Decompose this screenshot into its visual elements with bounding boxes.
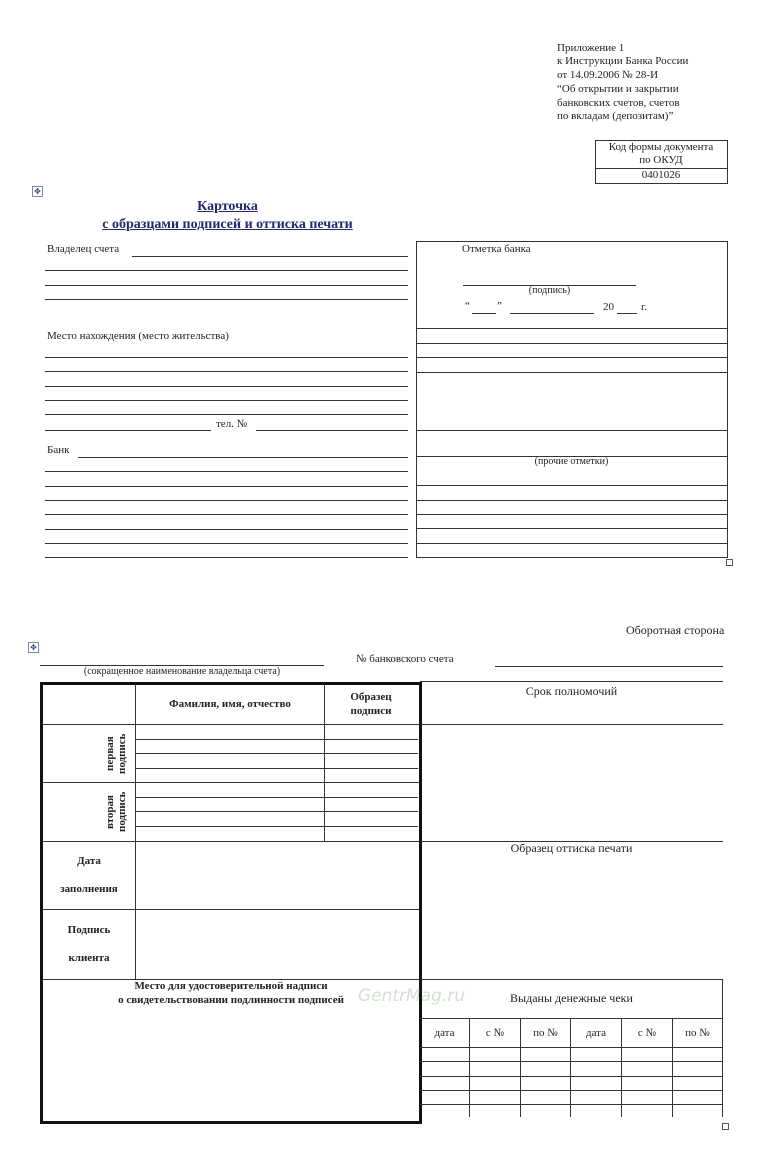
checks-col-date-1: дата xyxy=(434,1027,455,1039)
owner-line-2[interactable] xyxy=(45,270,408,271)
signature-caption: (подпись) xyxy=(528,285,571,296)
reverse-side-label: Оборотная сторона xyxy=(626,623,725,637)
sig-col-divider-1 xyxy=(135,684,136,980)
bank-line-2[interactable] xyxy=(45,471,408,472)
checks-header-bottom-rule xyxy=(420,1047,723,1048)
owner-label: Владелец счета xyxy=(47,243,120,255)
bank-line-6[interactable] xyxy=(45,529,408,530)
site-watermark: GentrMag.ru xyxy=(358,986,466,1006)
marks-rule-5 xyxy=(416,430,727,431)
checks-col-to-2: по № xyxy=(685,1027,710,1039)
sig-header-rule xyxy=(43,724,419,725)
location-line-3[interactable] xyxy=(45,386,408,387)
col-sample-header-2: подписи xyxy=(350,705,392,717)
checks-issued-label: Выданы денежные чеки xyxy=(510,991,633,1005)
date-quote-close: ” xyxy=(497,300,502,312)
card-subtitle: с образцами подписей и оттиска печати xyxy=(102,217,353,232)
second-sig-word-1: вторая xyxy=(104,795,116,829)
signatures-table xyxy=(40,682,422,1124)
owner-line-4[interactable] xyxy=(45,299,408,300)
fill-date-label-1: Дата xyxy=(77,855,101,867)
bank-line-8[interactable] xyxy=(45,557,408,558)
checks-row-rule-4 xyxy=(420,1104,723,1105)
marks-rule-3 xyxy=(416,357,727,358)
checks-col-to-1: по № xyxy=(533,1027,558,1039)
first-sig-word-2: подпись xyxy=(116,733,128,775)
phone-left-line[interactable] xyxy=(45,430,211,431)
client-sig-label-1: Подпись xyxy=(67,924,111,936)
appendix-line-6: по вкладам (депозитам)” xyxy=(557,110,674,122)
first-sig-word-1: первая xyxy=(104,736,116,772)
col-name-header: Фамилия, имя, отчество xyxy=(169,698,291,710)
table-move-icon[interactable]: ✥ xyxy=(32,186,43,197)
card-title: Карточка xyxy=(197,199,258,214)
first-sig-rule-1 xyxy=(135,739,418,740)
date-day-field[interactable] xyxy=(472,313,496,314)
location-label: Место нахождения (место жительства) xyxy=(47,330,229,342)
checks-header-top-rule xyxy=(420,1018,723,1019)
cert-place-line-2: о свидетельствовании подлинности подписей xyxy=(118,994,344,1006)
second-sig-rule-1 xyxy=(135,797,418,798)
appendix-line-1: Приложение 1 xyxy=(557,42,625,54)
bank-line-7[interactable] xyxy=(45,543,408,544)
owner-line-3[interactable] xyxy=(45,285,408,286)
year-prefix: 20 xyxy=(603,301,614,313)
marks-rule-1 xyxy=(416,328,727,329)
client-sig-label-2: клиента xyxy=(68,952,110,964)
first-sig-end-rule xyxy=(43,782,419,783)
back-table-resize-handle[interactable] xyxy=(722,1123,729,1130)
phone-label: тел. № xyxy=(216,418,248,430)
okud-label-2: по ОКУД xyxy=(639,154,683,166)
second-sig-end-rule xyxy=(43,841,419,842)
authority-term-label: Срок полномочий xyxy=(525,684,618,698)
cert-place-line-1: Место для удостоверительной надписи xyxy=(134,980,328,992)
marks-rule-11 xyxy=(416,543,727,544)
back-top-rule xyxy=(420,681,723,682)
location-line-2[interactable] xyxy=(45,371,408,372)
checks-row-rule-2 xyxy=(420,1076,723,1077)
checks-row-rule-1 xyxy=(420,1061,723,1062)
appendix-line-3: от 14.09.2006 № 28-И xyxy=(557,69,659,81)
okud-code: 0401026 xyxy=(641,169,681,181)
account-number-label: № банковского счета xyxy=(356,653,454,665)
checks-col-from-2: с № xyxy=(637,1027,657,1039)
marks-rule-9 xyxy=(416,514,727,515)
marks-rule-7 xyxy=(416,485,727,486)
second-sig-word-2: подпись xyxy=(116,791,128,833)
date-quote-open: “ xyxy=(465,300,470,312)
authority-rule xyxy=(420,724,723,725)
owner-field[interactable] xyxy=(132,256,408,257)
date-year-field[interactable] xyxy=(617,313,637,314)
bank-mark-label: Отметка банка xyxy=(462,243,531,255)
table-move-icon-back[interactable]: ✥ xyxy=(28,642,39,653)
okud-label-1: Код формы документа xyxy=(608,141,714,153)
bank-line-3[interactable] xyxy=(45,486,408,487)
checks-top-rule xyxy=(420,979,723,980)
marks-rule-2 xyxy=(416,343,727,344)
marks-rule-8 xyxy=(416,500,727,501)
short-name-caption: (сокращенное наименование владельца счета) xyxy=(83,666,281,677)
appendix-line-2: к Инструкции Банка России xyxy=(557,55,689,67)
second-signature-label xyxy=(104,784,132,840)
appendix-line-4: “Об открытии и закрытии xyxy=(557,83,679,95)
location-line-1[interactable] xyxy=(45,357,408,358)
date-month-field[interactable] xyxy=(510,313,594,314)
bank-line-4[interactable] xyxy=(45,500,408,501)
account-number-field[interactable] xyxy=(495,666,723,667)
location-line-5[interactable] xyxy=(45,414,408,415)
phone-field[interactable] xyxy=(256,430,408,431)
first-sig-rule-2 xyxy=(135,753,418,754)
col-sample-header-1: Образец xyxy=(350,691,392,703)
second-sig-rule-3 xyxy=(135,826,418,827)
bank-field[interactable] xyxy=(78,457,408,458)
marks-rule-10 xyxy=(416,528,727,529)
first-sig-rule-3 xyxy=(135,768,418,769)
bank-line-5[interactable] xyxy=(45,514,408,515)
fill-date-end-rule xyxy=(43,909,419,910)
location-line-4[interactable] xyxy=(45,400,408,401)
marks-rule-4 xyxy=(416,372,727,373)
checks-col-date-2: дата xyxy=(585,1027,607,1039)
first-signature-label xyxy=(104,726,132,782)
appendix-line-5: банковских счетов, счетов xyxy=(557,97,680,109)
year-suffix: г. xyxy=(641,301,648,313)
bank-label: Банк xyxy=(47,444,70,456)
checks-col-from-1: с № xyxy=(485,1027,505,1039)
table-resize-handle[interactable] xyxy=(726,559,733,566)
stamp-sample-label: Образец оттиска печати xyxy=(510,841,633,855)
checks-row-rule-3 xyxy=(420,1090,723,1091)
fill-date-label-2: заполнения xyxy=(60,883,118,895)
second-sig-rule-2 xyxy=(135,811,418,812)
other-marks-caption: (прочие отметки) xyxy=(534,456,609,467)
